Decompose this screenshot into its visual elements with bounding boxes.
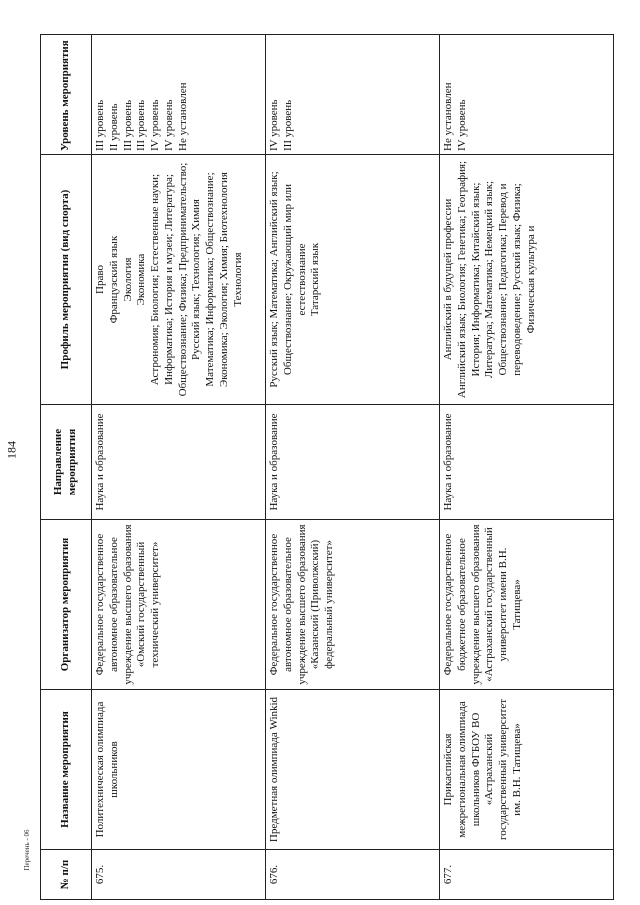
row-num: 677. <box>440 850 614 900</box>
level-item: III уровень <box>135 99 148 151</box>
profile-cell <box>266 155 440 405</box>
profile-cell <box>440 155 614 405</box>
header-name: Название мероприятия <box>41 690 92 850</box>
level-item: III уровень <box>121 99 134 151</box>
header-level: Уровень мероприятия <box>41 35 92 155</box>
direction: Наука и образование <box>92 405 266 520</box>
organizer: Федеральное государственное автономное образовательное учреждение высшего образования «Казанский (Приволжский) федеральный университет» <box>266 520 440 690</box>
level-item: III уровень <box>281 99 294 151</box>
direction: Наука и образование <box>266 405 440 520</box>
level-item: IV уровень <box>149 99 161 151</box>
profile-item: Технология <box>231 252 244 307</box>
row-num: 676. <box>266 850 440 900</box>
level-item: III уровень <box>94 99 106 151</box>
table-row <box>266 35 440 900</box>
events-table <box>40 34 614 900</box>
level-item: IV уровень <box>162 99 175 151</box>
table-row <box>92 35 266 900</box>
table-row <box>440 35 614 900</box>
rotated-table-container <box>40 35 600 900</box>
profile-item: Татарский язык <box>309 242 322 317</box>
level-item: Не установлен <box>442 82 454 151</box>
profile-item: Французский язык <box>107 235 120 324</box>
header-organizer: Организатор мероприятия <box>41 520 92 690</box>
profile-item: Русский язык; Математика; Английский язык; Обществознание; Окружающий мир или естествознание <box>268 171 308 388</box>
footer-text: Перечень - 06 <box>23 829 31 871</box>
level-cell <box>266 35 440 155</box>
level-item: IV уровень <box>268 99 280 151</box>
profile-cell <box>92 155 266 405</box>
header-num: № п/п <box>41 850 92 900</box>
header-profile: Профиль мероприятия (вид спорта) <box>41 155 92 405</box>
profile-item: Математика; Информатика; Обществознание; Экономика; Экология; Химия; Биотехнология <box>204 172 230 387</box>
profile-item: Право <box>94 265 106 294</box>
direction: Наука и образование <box>440 405 614 520</box>
page-number: 184 <box>4 441 19 459</box>
profile-item: Английский язык; Биология; Генетика; География; История; Информатика; Китайский язык; Литература; Математика; Немецкий язык; Обществознание; Педагогика; Перевод и переводоведение; Русский язык; Физика; Физическая культура и <box>455 160 537 399</box>
level-item: Не установлен <box>176 82 189 151</box>
organizer: Федеральное государственное бюджетное образовательное учреждение высшего образования «Астраханский государственный университет имени В.Н. Татищева» <box>440 520 614 690</box>
event-name: Политехническая олимпиада школьников <box>92 690 266 850</box>
profile-item: Английский в будущей профессии <box>442 198 454 361</box>
level-item: II уровень <box>107 103 120 151</box>
event-name: Предметная олимпиада Winkid <box>266 690 440 850</box>
row-num: 675. <box>92 850 266 900</box>
level-item: IV уровень <box>455 99 468 151</box>
profile-item: Экономика <box>135 253 148 306</box>
profile-item: Астрономия; Биология; Естественные науки; Информатика; История и музеи; Литература; Обществознание; Физика; Предпринимательство; Русский язык; Технология; Химия <box>149 162 203 397</box>
organizer: Федеральное государственное автономное образовательное учреждение высшего образования «Омский государственный технический университет» <box>92 520 266 690</box>
level-cell <box>92 35 266 155</box>
level-cell <box>440 35 614 155</box>
table-header-row <box>41 35 92 900</box>
header-direction: Направление мероприятия <box>41 405 92 520</box>
event-name: Прикаспийская межрегиональная олимпиада школьников ФГБОУ ВО «Астраханский государственный университет им. В.Н. Татищева» <box>440 690 614 850</box>
profile-item: Экология <box>121 257 134 302</box>
